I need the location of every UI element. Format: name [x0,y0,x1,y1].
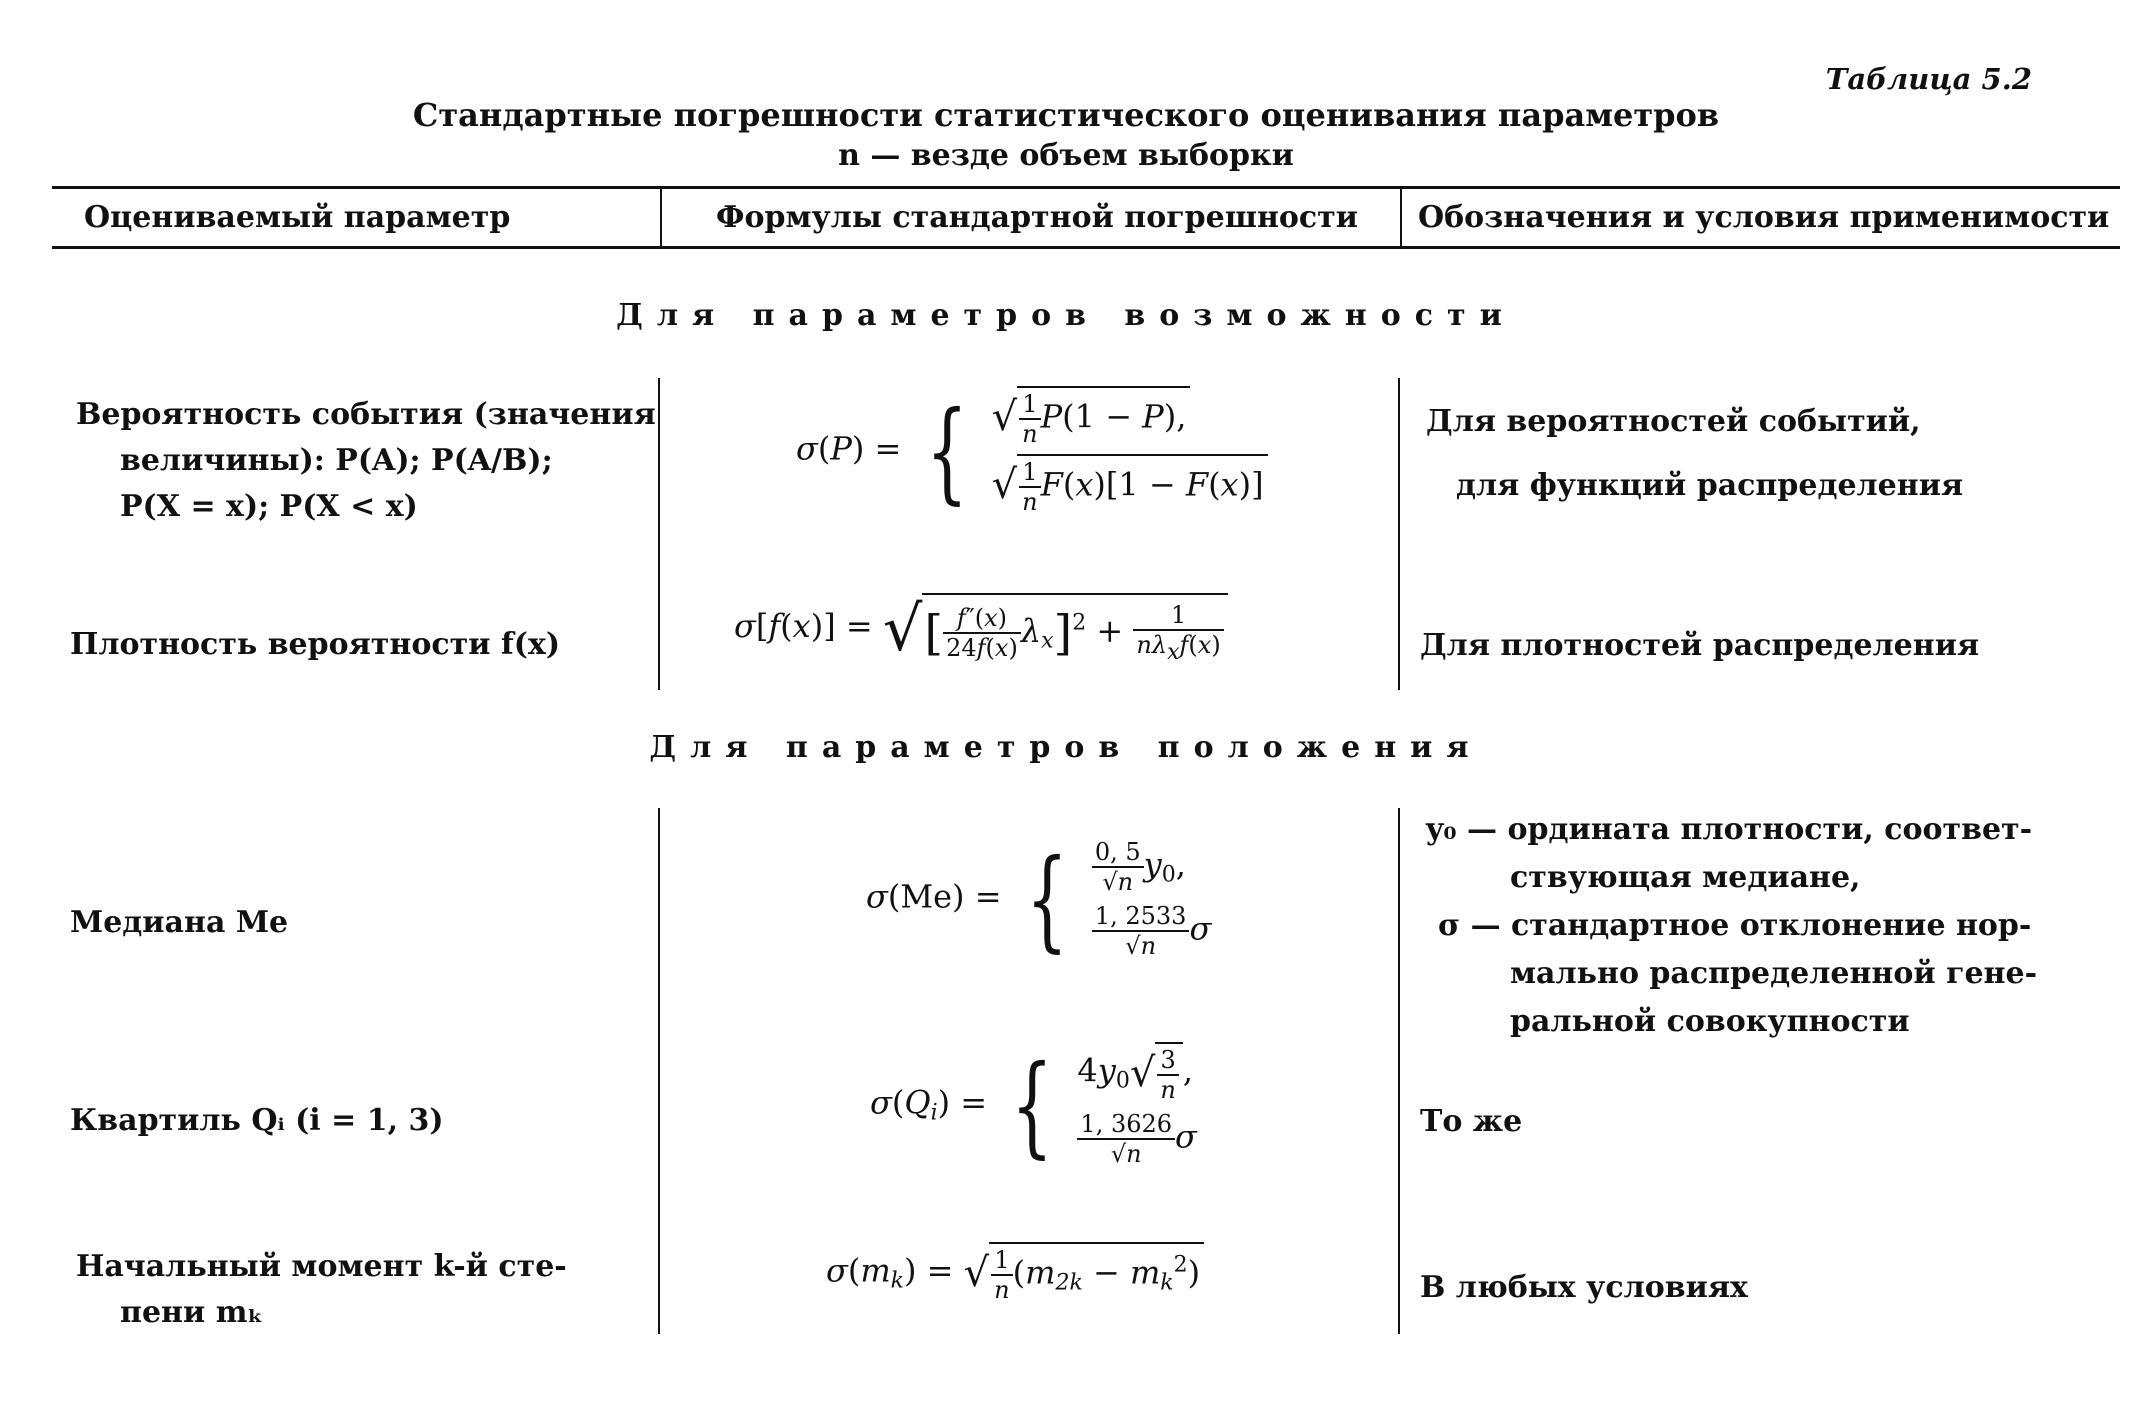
row-moment-param [76,1244,567,1336]
param-line: P(X = x); P(X < x) [120,489,418,524]
header-bottom-rule [52,246,2120,249]
row-moment-notes: В любых условиях [1420,1270,1748,1305]
column-header-notes: Обозначения и условия применимости [1418,200,2110,235]
body-divider-1b [658,808,660,1334]
param-line: пени mₖ [120,1295,264,1330]
column-header-param: Оцениваемый параметр [84,200,511,235]
row-quartile-notes: То же [1420,1104,1523,1139]
formula-probability: σ(P) = { √ $\frac{1}{n}$ P(1 − P), √ $\frac{1}{n}$ F(x)[1 − F(x)] [796,380,1268,522]
row-density-param: Плотность вероятности f(x) [70,627,561,662]
header-divider-2 [1400,188,1402,246]
note-line: Для вероятностей событий, [1426,404,1921,439]
body-divider-2b [1398,808,1400,1334]
formula-median: σ(Me) = { $\frac{0, 5}{√n}$ $y_0$, $\frac{1, 2533}{√n}$ σ [866,835,1212,963]
table-subtitle: n — везде объем выборки [838,138,1294,173]
header-top-rule [52,186,2120,189]
section-heading-position: Для параметров положения [649,730,1483,765]
note-line: σ — стандартное отклонение нор- [1438,908,2032,943]
body-divider-2a [1398,378,1400,690]
row-median-notes [1426,806,2037,1046]
note-line: y₀ — ордината плотности, соответ- [1426,812,2033,847]
param-line: величины): P(A); P(A/B); [120,443,553,478]
body-divider-1a [658,378,660,690]
note-line: для функций распределения [1456,468,1964,503]
note-line: ствующая медиане, [1510,860,1861,895]
row-quartile-param: Квартиль Qᵢ (i = 1, 3) [70,1103,444,1138]
formula-moment: $\sigma(m_k)$ = √ $\frac{1}{n}$ $(m_{2k} - m_k^2)$ [826,1242,1204,1304]
row-probability-notes [1426,398,1963,510]
note-line: мально распределенной гене- [1510,956,2038,991]
formula-quartile: $\sigma(Q_i)$ = { $4y_0√$ $\frac{3}{n}$ , $\frac{1, 3626}{√n}$ σ [870,1041,1197,1169]
column-header-formula: Формулы стандартной погрешности [716,200,1359,235]
note-line: ральной совокупности [1510,1004,1910,1039]
formula-density: σ[f(x)] = √[ $\frac{f''(x)}{24f(x)}$ $\lambda_x]^2$ + $\frac{1}{\text{nλxf(x)}}$ [734,592,1228,665]
row-probability-param [76,392,656,530]
param-line: Вероятность события (значения [76,397,656,432]
table-caption: Таблица 5.2 [1825,62,2032,96]
row-median-param: Медиана Me [70,905,289,940]
section-heading-possibility: Для параметров возможности [616,298,1516,333]
header-divider-1 [660,188,662,246]
table-title: Стандартные погрешности статистического оценивания параметров [412,96,1720,134]
param-line: Начальный момент k-й сте- [76,1249,567,1284]
row-density-notes: Для плотностей распределения [1420,628,1980,663]
